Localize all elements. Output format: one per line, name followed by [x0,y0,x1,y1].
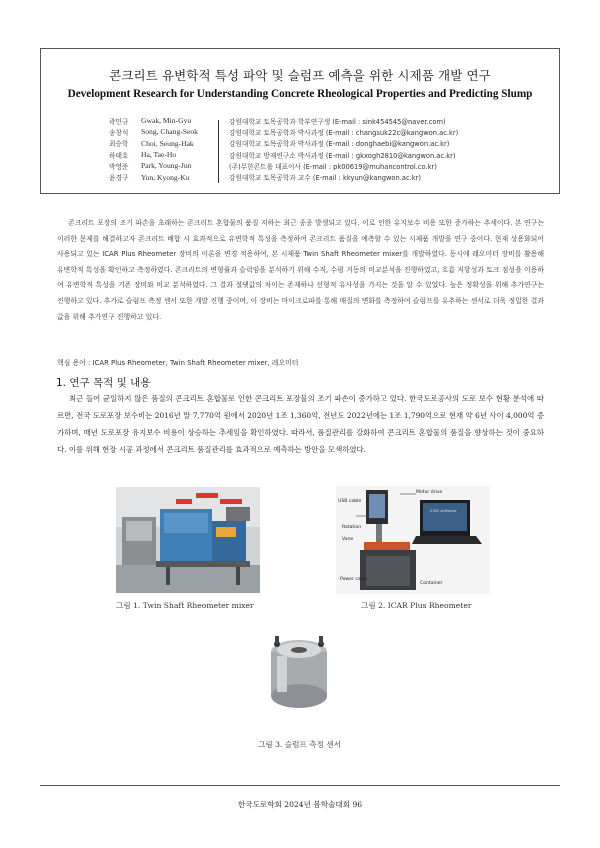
author-name-en: Yun, Kyong-Ku [141,172,190,182]
author-name-en: Park, Young-Jun [141,161,192,171]
twin-shaft-mixer-image [116,487,260,593]
slump-sensor-image [257,628,343,722]
author-affiliation: (주)무한콘트롤 대표이사 (E-mail : pk00619@muhancontrol.co.kr) [229,162,437,171]
icar-rheometer-image [336,486,490,594]
figure-1-photo [116,487,260,593]
motor-drive-label: Motor drive [416,490,443,495]
author-row [109,138,559,149]
author-name-en: Gwak, Min-Gyu [141,116,192,126]
author-affiliation: 강원대학교 방재연구소 박사과정 (E-mail : gkxogh2810@kangwon.ac.kr) [229,151,456,160]
rotation-label: Rotation [342,525,362,530]
page-footer: 한국도로학회 2024년 봄학술대회 96 [237,800,363,809]
paper-header [40,48,560,194]
figure-3-photo [257,628,343,722]
author-name-ko: 하태호 [109,151,129,160]
figure-1-caption: 그림 1. Twin Shaft Rheometer mixer [116,601,254,610]
icar-software-label: ICAR software [430,508,457,513]
author-affiliation: 강원대학교 토목공학과 학부연구생 (E-mail : sink454545@naver.com) [229,117,446,126]
author-name-ko: 박영준 [109,162,129,171]
author-name-en: Song, Chang-Seok [141,127,198,137]
author-name-ko: 윤경구 [109,174,129,183]
author-affiliation: 강원대학교 토목공학과 박사과정 (E-mail : changsuk22c@kangwon.ac.kr) [229,128,459,137]
author-row [109,160,559,171]
author-name-ko: 송창석 [109,128,129,137]
section-heading: 1. 연구 목적 및 내용 [56,377,151,389]
author-list [109,115,559,183]
author-row [109,126,559,137]
author-affiliation: 강원대학교 토목공학과 교수 (E-mail : kkyun@kangwon.ac.kr) [229,174,422,183]
author-affiliation: 강원대학교 토목공학과 박사과정 (E-mail : donghaebi@kangwon.ac.kr) [229,140,450,149]
vane-label: Vane [342,537,354,542]
title-english: Development Research for Understanding Concrete Rheological Properties and Predicting Slump [67,88,533,100]
author-row [109,149,559,160]
author-divider [218,120,219,183]
figure-2-photo [336,486,490,594]
author-name-ko: 최승학 [109,140,129,149]
author-name-ko: 곽민규 [109,117,129,126]
usb-cable-label: USB cable [338,499,362,504]
title-korean: 콘크리트 유변학적 특성 파악 및 슬럼프 예측을 위한 시제품 개발 연구 [109,68,491,83]
abstract-text: 콘크리트 포장의 조기 파손을 초래하는 콘크리트 혼합물의 품질 저하는 최근 종종 발생되고 있다. 이로 인한 유지보수 비용 또한 증가하는 추세이다. 본 연구는 이러한 문제를 해결하고자 콘크리트 배합 시 효과적으로 유변학적 특성을 측정하여 콘크리트 품질을 예측할 수 있는 시제품 개발을 연구 중이다. 현재 상용화되어 사용되고 있는 ICAR Plus Rheometer 장비의 이론을 변경 적용하여, 본 시제품 Twin Shaft Rheometer mixer를 개발하였다. 동시에 레오미터 장비를 활용해 유변학적 특성을 확인하고 측정하였다. 콘크리트의 변형률과 슬럭임을 분석하기 위해 수직, 수평 거동의 비교분석을 진행하였고, 흐름 저항성과 토크 점성을 이용하여 유변학적 특성을 기존 장비와 비교 분석하였다. 그 결과 절댓값의 차이는 존재하나 선형적 유사성을 가지는 것을 알 수 있었다. 높은 정확성을 위해 추가연구는 진행하고 있다. 추가로 슬럼프 측정 센서 또한 개발 진행 중이며, 이 장비는 마이크로파를 통해 매질의 변화를 측정하여 슬럼프를 유추하는 센서로 더욱 정밀한 결과값을 위해 추가연구 진행하고 있다. [57,219,544,321]
author-row [109,171,559,182]
section-body: 최근 들어 균일하지 않은 품질의 콘크리트 혼합물로 인한 콘크리트 포장물의 조기 파손이 증가하고 있다. 한국도로공사의 도로 보수 현황 분석에 따르면, 전국 도로포장 보수비는 2016년 말 7,770억 원에서 2020년 1조 1,360억, 전년도 2022년에는 1조 1,790억으로 현재 약 6년 사이 4,000억 증가하며, 매년 도로포장 유지보수 비용이 상승하는 추세임을 확인하였다. 따라서, 품질관리를 강화하여 콘크리트 혼합물의 품질을 향상하는 것이 중요하다. 이를 위해 현장 시공 과정에서 콘크리트 품질관리를 효과적으로 예측하는 방안을 모색하였다. [57,394,544,454]
power-cable-label: Power cable [340,577,368,582]
figure-2-caption: 그림 2. ICAR Plus Rheometer [361,601,472,610]
author-row [109,115,559,126]
container-label: Container [420,581,443,586]
author-name-en: Choi, Seung-Hak [141,138,194,148]
figure-3-caption: 그림 3. 슬럼프 측정 센서 [258,740,341,749]
footer-rule [40,785,560,786]
author-name-en: Ha, Tae-Ho [141,150,177,160]
keywords: 핵심 용어 : ICAR Plus Rheometer, Twin Shaft Rheometer mixer, 레오미터 [57,359,299,367]
